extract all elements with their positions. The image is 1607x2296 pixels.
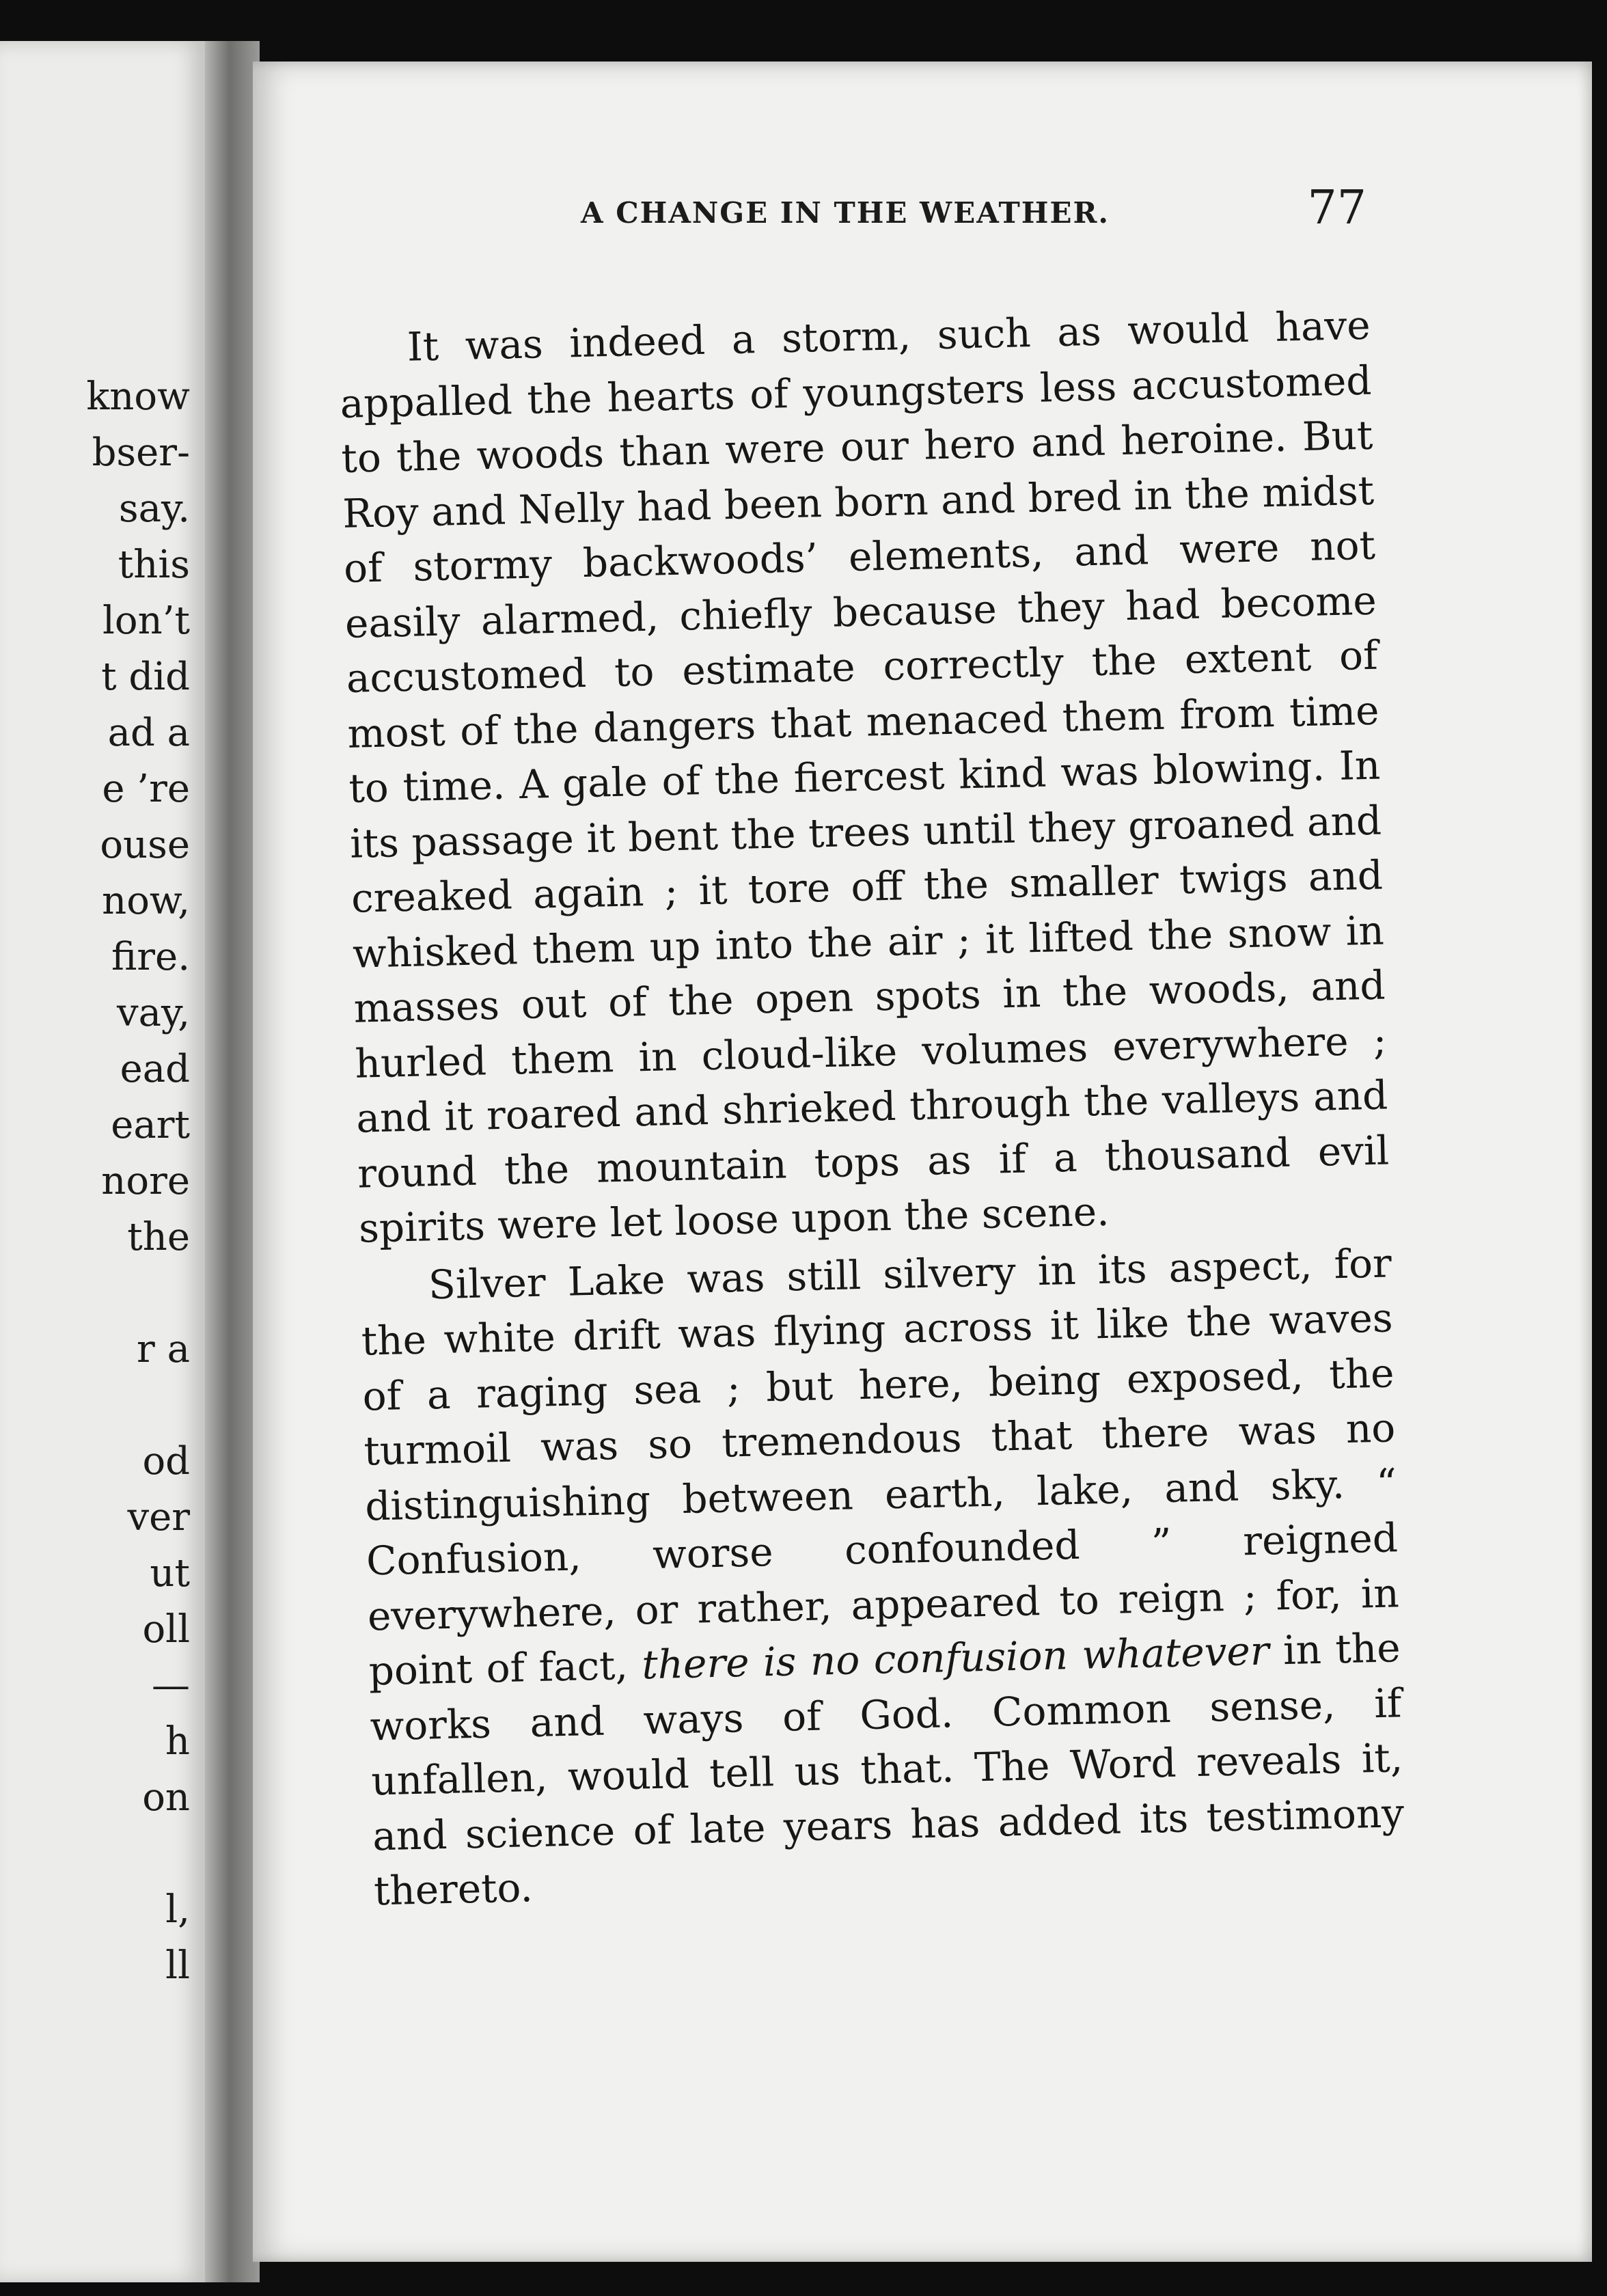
left-page-line-fragment: fire. bbox=[111, 935, 190, 979]
page-header bbox=[328, 181, 1380, 256]
left-page-line-fragment: e ’re bbox=[102, 767, 190, 811]
left-page bbox=[0, 41, 205, 2282]
paragraph-2-text-after: in the works and ways of God. Common sense, if unfallen, would tell us that. The Word reveals it, and science of late years has added its testimony thereto. bbox=[369, 1624, 1405, 1915]
left-page-line-fragment: oll bbox=[142, 1607, 190, 1652]
running-head: A CHANGE IN THE WEATHER. bbox=[581, 196, 1110, 230]
left-page-line-fragment: l, bbox=[165, 1887, 190, 1932]
left-page-line-fragment: this bbox=[118, 543, 190, 587]
left-page-line-fragment: h bbox=[165, 1719, 190, 1764]
left-page-line-fragment bbox=[86, 1378, 190, 1434]
left-page-line-fragment: ll bbox=[165, 1943, 190, 1988]
left-page-line-fragment: lon’t bbox=[102, 599, 190, 643]
paragraph-2 bbox=[359, 1235, 1406, 1919]
left-page-line-fragment: on bbox=[142, 1775, 190, 1820]
page-number: 77 bbox=[1307, 181, 1366, 235]
left-page-line-fragment: the bbox=[127, 1215, 190, 1259]
left-page-line-fragment: t did bbox=[101, 655, 190, 699]
left-page-line-fragment: know bbox=[86, 374, 190, 419]
left-page-line-fragment: ad a bbox=[107, 711, 190, 755]
left-page-line-fragment: vay, bbox=[116, 991, 190, 1035]
left-page-line-fragment: ead bbox=[120, 1047, 190, 1091]
left-page-line-fragment: ut bbox=[150, 1551, 190, 1596]
left-page-line-fragment: — bbox=[152, 1663, 190, 1708]
left-page-line-fragment bbox=[86, 1826, 190, 1882]
left-page-line-fragment: say. bbox=[118, 487, 190, 531]
left-page-text-fragments bbox=[86, 369, 190, 1994]
paragraph-1: It was indeed a storm, such as would have appalled the hearts of youngsters less accustomed to the woods than were our hero and heroine. But Roy and Nelly had been born and bred in the midst of stormy backwoods’ elements, and were not easily alarmed, chiefly because they had become accustomed to estimate correctly the extent of most of the dangers that menaced them from time to time. A gale of the fiercest kind was blowing. In its passage it bent the trees until they groaned and creaked again ; it tore off the smaller twigs and whisked them up into the air ; it lifted the snow in masses out of the open spots in the woods, and hurled them in cloud-like volumes everywhere ; and it roared and shrieked through the valleys and round the mountain tops as if a thousand evil spirits were let loose upon the scene. bbox=[339, 301, 1390, 1252]
body-text bbox=[338, 298, 1406, 1919]
left-page-line-fragment: r a bbox=[137, 1327, 190, 1371]
left-page-line-fragment: nore bbox=[101, 1159, 190, 1203]
book-gutter bbox=[205, 41, 260, 2282]
left-page-line-fragment: bser- bbox=[92, 430, 190, 475]
left-page-line-fragment: now, bbox=[102, 879, 190, 923]
left-page-line-fragment: eart bbox=[111, 1103, 190, 1147]
left-page-line-fragment: od bbox=[142, 1439, 190, 1484]
left-page-line-fragment: ver bbox=[127, 1495, 190, 1540]
paragraph-2-text-before: Silver Lake was still silvery in its aspect, for the white drift was flying across it like the waves of a raging sea ; but here, being exposed, the turmoil was so tremendous that there was no distinguishing between earth, lake, and sky. “ Confusion, worse confounded ” reigned everywhere, or rather, appeared to reign ; for, in point of fact, bbox=[361, 1239, 1400, 1695]
left-page-line-fragment: ouse bbox=[100, 823, 190, 867]
left-page-line-fragment bbox=[86, 1266, 190, 1322]
paragraph-2-emphasis: there is no confusion whatever bbox=[641, 1627, 1270, 1689]
